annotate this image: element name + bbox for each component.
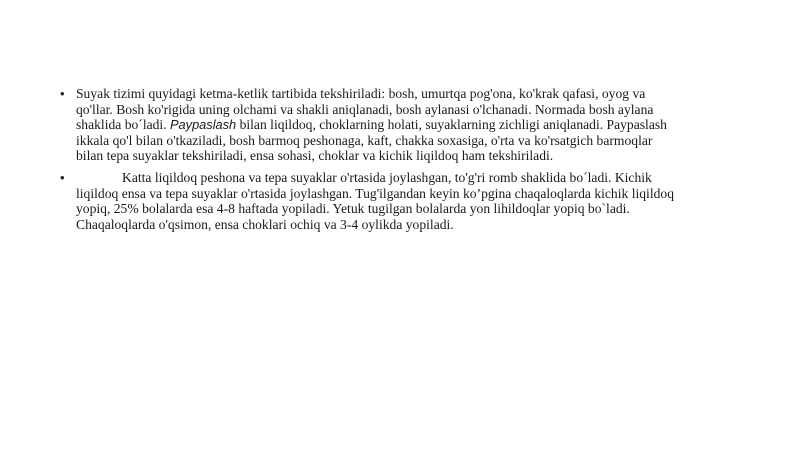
bullet-list bbox=[60, 86, 675, 238]
bullet-item-skeletal-exam bbox=[60, 86, 675, 164]
bullet-text-part-1: Suyak tizimi quyidagi ketma-ketlik tartibida tekshiriladi: bosh, umurtqa pog'ona, ko'krak qafasi, oyog va qo'llar. Bosh ko'rigida uning olchami va shakli aniqlanadi, bosh aylanasi o'lchanadi. Normada bosh aylana shaklida bo´ladi. bbox=[76, 86, 654, 133]
bullet-icon: • bbox=[60, 169, 65, 185]
bullet-icon: • bbox=[60, 86, 65, 101]
bullet-text-part-2: bilan liqildoq, choklarning holati, suyaklarning zichligi aniqlanadi. Paypaslash ikkala qo'l bilan o'tkaziladi, bosh barmoq peshonaga, kaft, chakka soxasiga, o'rta va ko'rsatgich barmoqlar bilan tepa suyaklar tekshiriladi, ensa sohasi, choklar va kichik liqildoq ham tekshiriladi. bbox=[76, 117, 667, 164]
bullet-text: Katta liqildoq peshona va tepa suyaklar o'rtasida joylashgan, to'g'ri romb shaklida bo´ladi. Kichik liqildoq ensa va tepa suyaklar o'rtasida joylashgan. Tug'ilgandan keyin ko’pgina chaqaloqlarda kichik liqildoq yopiq, 25% bolalarda esa 4-8 haftada yopiladi. Yetuk tugilgan bolalarda yon lihildoqlar yopiq bo`ladi. Chaqaloqlarda o'qsimon, ensa choklari ochiq va 3-4 oylikda yopiladi. bbox=[76, 169, 674, 232]
bullet-text-italic: Paypaslash bbox=[170, 117, 237, 133]
bullet-item-fontanelle bbox=[60, 170, 675, 232]
